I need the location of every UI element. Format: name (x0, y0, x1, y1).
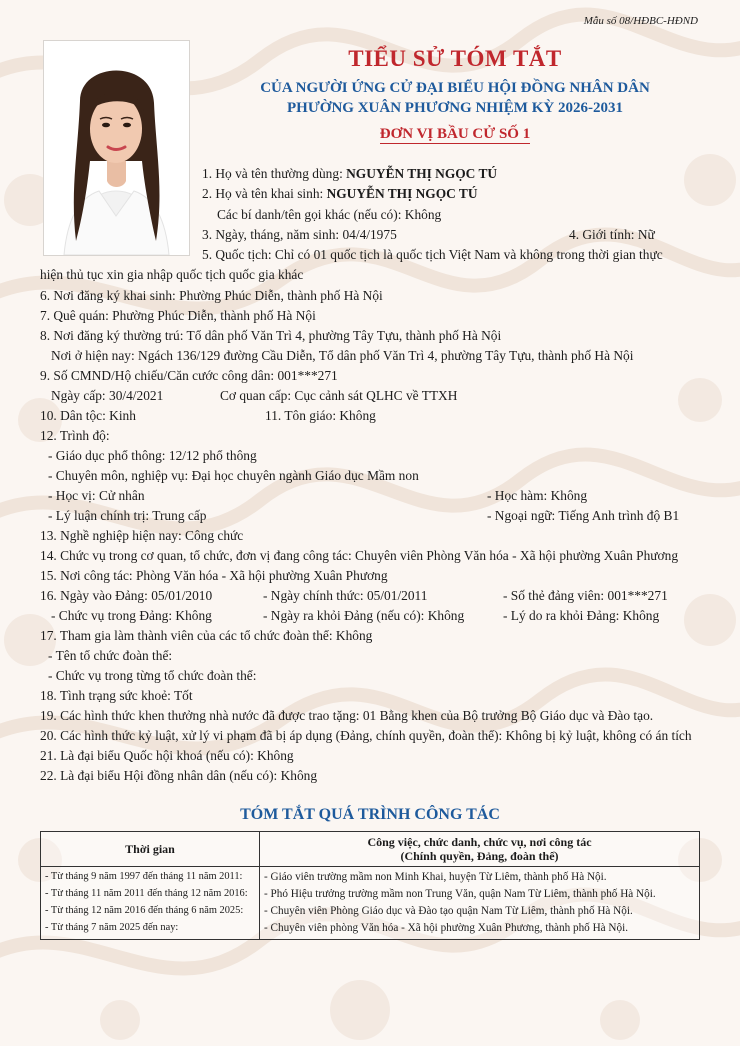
form-code: Mẫu số 08/HĐBC-HĐND (583, 15, 698, 27)
field-academic-title: - Học hàm: Không (487, 488, 588, 503)
field-foreign-language: - Ngoại ngữ: Tiếng Anh trình độ B1 (487, 508, 680, 523)
field-political-theory: - Lý luận chính trị: Trung cấp (48, 508, 207, 523)
field-party-leave-reason: - Lý do ra khỏi Đảng: Không (503, 608, 660, 623)
field-organizations: 17. Tham gia làm thành viên của các tổ chức đoàn thể: Không (40, 628, 373, 643)
electoral-unit: ĐƠN VỊ BẦU CỬ SỐ 1 (379, 126, 531, 142)
field-nationality: 5. Quốc tịch: Chỉ có 01 quốc tịch là quốc tịch Việt Nam và không trong thời gian thực (202, 247, 663, 262)
field-discipline: 20. Các hình thức kỷ luật, xử lý vi phạm đã bị áp dụng (Đảng, chính quyền, đoàn thể): Không bị kỷ luật, không có án tích (40, 728, 692, 743)
field-id-issue-date: Ngày cấp: 30/4/2021 (51, 388, 164, 403)
field-religion: 11. Tôn giáo: Không (265, 408, 376, 423)
field-party-card-number: - Số thẻ đảng viên: 001***271 (503, 588, 668, 603)
field-nationality-cont: hiện thủ tục xin gia nhập quốc tịch quốc gia khác (40, 267, 304, 282)
field-general-education: - Giáo dục phổ thông: 12/12 phổ thông (48, 448, 257, 463)
column-header-time: Thời gian (41, 832, 260, 867)
field-party-leave-date: - Ngày ra khỏi Đảng (nếu có): Không (263, 608, 465, 623)
document-title: TIỂU SỬ TÓM TẮT (348, 46, 562, 71)
field-organization-position: - Chức vụ trong từng tổ chức đoàn thể: (48, 668, 257, 683)
field-hometown: 7. Quê quán: Phường Phúc Diễn, thành phố Hà Nội (40, 308, 316, 323)
table-row (41, 867, 700, 940)
field-peoples-council: 22. Là đại biểu Hội đồng nhân dân (nếu có): Không (40, 768, 318, 783)
field-health: 18. Tình trạng sức khoẻ: Tốt (40, 688, 193, 703)
field-gender: 4. Giới tính: Nữ (569, 227, 655, 242)
field-national-assembly: 21. Là đại biểu Quốc hội khoá (nếu có): Không (40, 748, 294, 763)
field-education-heading: 12. Trình độ: (40, 428, 110, 443)
field-occupation: 13. Nghề nghiệp hiện nay: Công chức (40, 528, 244, 543)
field-awards: 19. Các hình thức khen thưởng nhà nước đã được trao tặng: 01 Bằng khen của Bộ trưởng Bộ Giáo dục và Đào tạo. (40, 708, 654, 723)
field-position: 14. Chức vụ trong cơ quan, tổ chức, đơn vị đang công tác: Chuyên viên Phòng Văn hóa - Xã hội phường Xuân Phương (40, 548, 679, 563)
field-party-join-date: 16. Ngày vào Đảng: 05/01/2010 (40, 588, 213, 603)
field-ethnicity: 10. Dân tộc: Kinh (40, 408, 136, 423)
field-id-number: 9. Số CMND/Hộ chiếu/Căn cước công dân: 001***271 (40, 368, 338, 383)
field-degree: - Học vị: Cử nhân (48, 488, 145, 503)
table-header-row (41, 832, 700, 867)
field-current-residence: Nơi ở hiện nay: Ngách 136/129 đường Cầu Diễn, Tổ dân phố Văn Trì 4, phường Tây Tựu, thành phố Hà Nội (51, 348, 634, 363)
work-history-table (40, 831, 700, 940)
field-birth-date: 3. Ngày, tháng, năm sinh: 04/4/1975 (202, 227, 397, 242)
field-birth-registration: 6. Nơi đăng ký khai sinh: Phường Phúc Diễn, thành phố Hà Nội (40, 288, 383, 303)
field-workplace: 15. Nơi công tác: Phòng Văn hóa - Xã hội phường Xuân Phương (40, 568, 388, 583)
field-id-issue-agency: Cơ quan cấp: Cục cảnh sát QLHC về TTXH (220, 388, 458, 403)
field-permanent-residence: 8. Nơi đăng ký thường trú: Tổ dân phố Văn Trì 4, phường Tây Tựu, thành phố Hà Nội (40, 328, 502, 343)
job-cell: - Giáo viên trường mầm non Minh Khai, huyện Từ Liêm, thành phố Hà Nội. - Phó Hiệu trưởng trường mầm non Trung Văn, quận Nam Từ Liêm, thành phố Hà Nội. - Chuyên viên Phòng Giáo dục và Đào tạo quận Nam Từ Liêm, thành phố Hà Nội. - Chuyên viên phòng Văn hóa - Xã hội phường Xuân Phương, thành phố Hà Nội. (260, 867, 700, 940)
field-party-official-date: - Ngày chính thức: 05/01/2011 (263, 588, 428, 603)
document-subtitle: CỦA NGƯỜI ỨNG CỬ ĐẠI BIỂU HỘI ĐỒNG NHÂN DÂN PHƯỜNG XUÂN PHƯƠNG NHIỆM KỲ 2026-2031 (260, 80, 650, 116)
field-alias: Các bí danh/tên gọi khác (nếu có): Không (217, 207, 442, 222)
time-cell: - Từ tháng 9 năm 1997 đến tháng 11 năm 2011: - Từ tháng 11 năm 2011 đến tháng 12 năm 2016: - Từ tháng 12 năm 2016 đến tháng 6 năm 2025: - Từ tháng 7 năm 2025 đến nay: (41, 867, 260, 940)
column-header-job: Công việc, chức danh, chức vụ, nơi công tác (Chính quyền, Đảng, đoàn thể) (260, 832, 700, 867)
field-organization-name: - Tên tổ chức đoàn thể: (48, 648, 173, 663)
candidate-portrait-photo (43, 40, 190, 256)
work-history-title: TÓM TẮT QUÁ TRÌNH CÔNG TÁC (240, 806, 500, 823)
field-birth-name: 2. Họ và tên khai sinh: NGUYỄN THỊ NGỌC TÚ (202, 186, 478, 201)
field-common-name: 1. Họ và tên thường dùng: NGUYỄN THỊ NGỌC TÚ (202, 166, 498, 181)
field-party-position: - Chức vụ trong Đảng: Không (51, 608, 212, 623)
field-specialization: - Chuyên môn, nghiệp vụ: Đại học chuyên ngành Giáo dục Mầm non (48, 468, 419, 483)
